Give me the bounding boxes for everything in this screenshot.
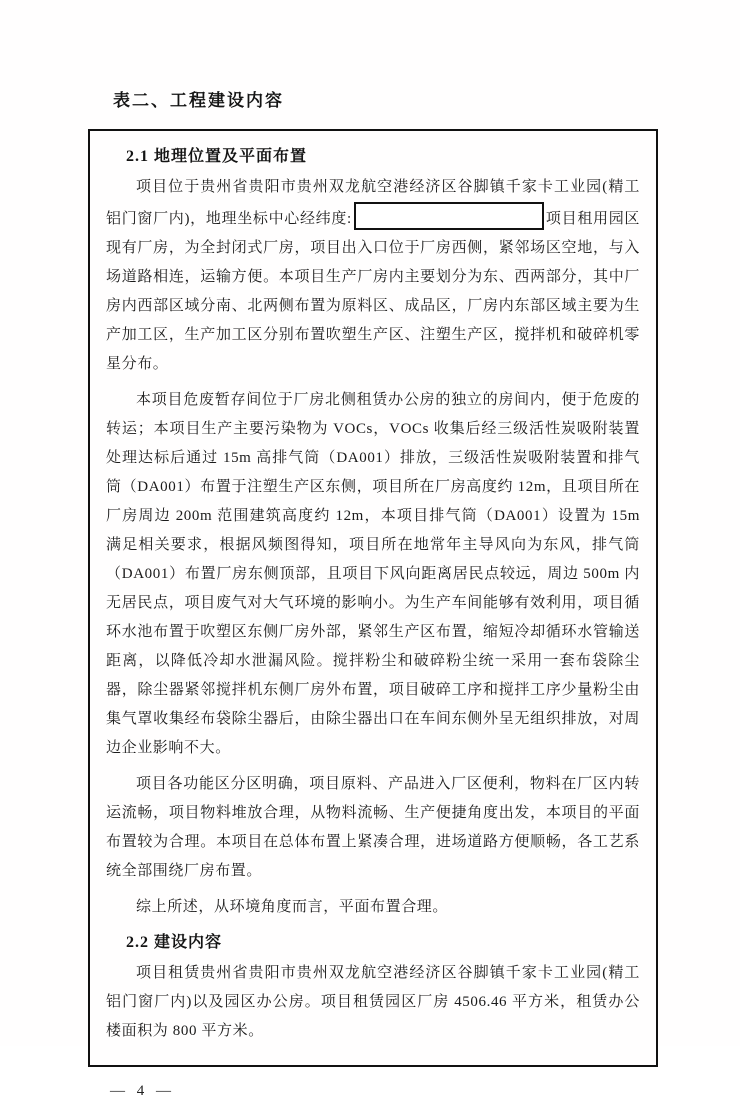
paragraph-location-text-before-box: 项目位于贵州省贵阳市贵州双龙航空港经济区谷脚镇千家卡工业园(精工铝门窗厂内)，地理坐标中心经纬度: <box>106 179 640 227</box>
paragraph-functional-zones: 项目各功能区分区明确，项目原料、产品进入厂区便利，物料在厂区内转运流畅，项目物料堆放合理，从物料流畅、生产便捷角度出发，本项目的平面布置较为合理。本项目在总体布置上紧凑合理，进场道路方便顺畅，各工艺系统全部围绕厂房布置。 <box>106 776 640 879</box>
section-2-2-heading: 2.2 建设内容 <box>126 934 223 951</box>
paragraph-conclusion: 综上所述，从环境角度而言，平面布置合理。 <box>136 899 449 915</box>
page-number: — 4 — <box>110 1083 175 1099</box>
content-table <box>88 129 658 1067</box>
page-title: 表二、工程建设内容 <box>113 91 284 110</box>
paragraph-hazardous-waste-and-exhaust: 本项目危废暂存间位于厂房北侧租赁办公房的独立的房间内，便于危废的转运；本项目生产主要污染物为 VOCs，VOCs 收集后经三级活性炭吸附装置处理达标后通过 15m 高排气筒（DA001）排放，三级活性炭吸附装置和排气筒（DA001）布置于注塑生产区东侧，项目所在厂房高度约 12m，且项目所在厂房周边 200m 范围建筑高度约 12m，本项目排气筒（DA001）设置为 15m 满足相关要求，根据风频图得知，项目所在地常年主导风向为东风，排气筒（DA001）布置厂房东侧顶部，且项目下风向距离居民点较远，周边 500m 内无居民点，项目废气对大气环境的影响小。为生产车间能够有效利用，项目循环水池布置于吹塑区东侧厂房外部，紧邻生产区布置，缩短冷却循环水管输送距离，以降低冷却水泄漏风险。搅拌粉尘和破碎粉尘统一采用一套布袋除尘器，除尘器紧邻搅拌机东侧厂房外布置，项目破碎工序和搅拌工序少量粉尘由集气罩收集经布袋除尘器后，由除尘器出口在车间东侧外呈无组织排放，对周边企业影响不大。 <box>106 392 640 756</box>
section-2-1-heading: 2.1 地理位置及平面布置 <box>126 148 308 165</box>
paragraph-construction-content: 项目租赁贵州省贵阳市贵州双龙航空港经济区谷脚镇千家卡工业园(精工铝门窗厂内)以及园区办公房。项目租赁园区厂房 4506.46 平方米，租赁办公楼面积为 800 平方米。 <box>106 965 640 1039</box>
paragraph-location-overview <box>106 173 640 379</box>
redacted-coordinates-box <box>354 202 544 230</box>
paragraph-location-text-after-box: 项目租用园区现有厂房，为全封闭式厂房，项目出入口位于厂房西侧，紧邻场区空地，与入场道路相连，运输方便。本项目生产厂房内主要划分为东、西两部分，其中厂房内西部区域分南、北两侧布置为原料区、成品区，厂房内东部区域主要为生产加工区，生产加工区分别布置吹塑生产区、注塑生产区，搅拌机和破碎机零星分布。 <box>106 211 640 372</box>
